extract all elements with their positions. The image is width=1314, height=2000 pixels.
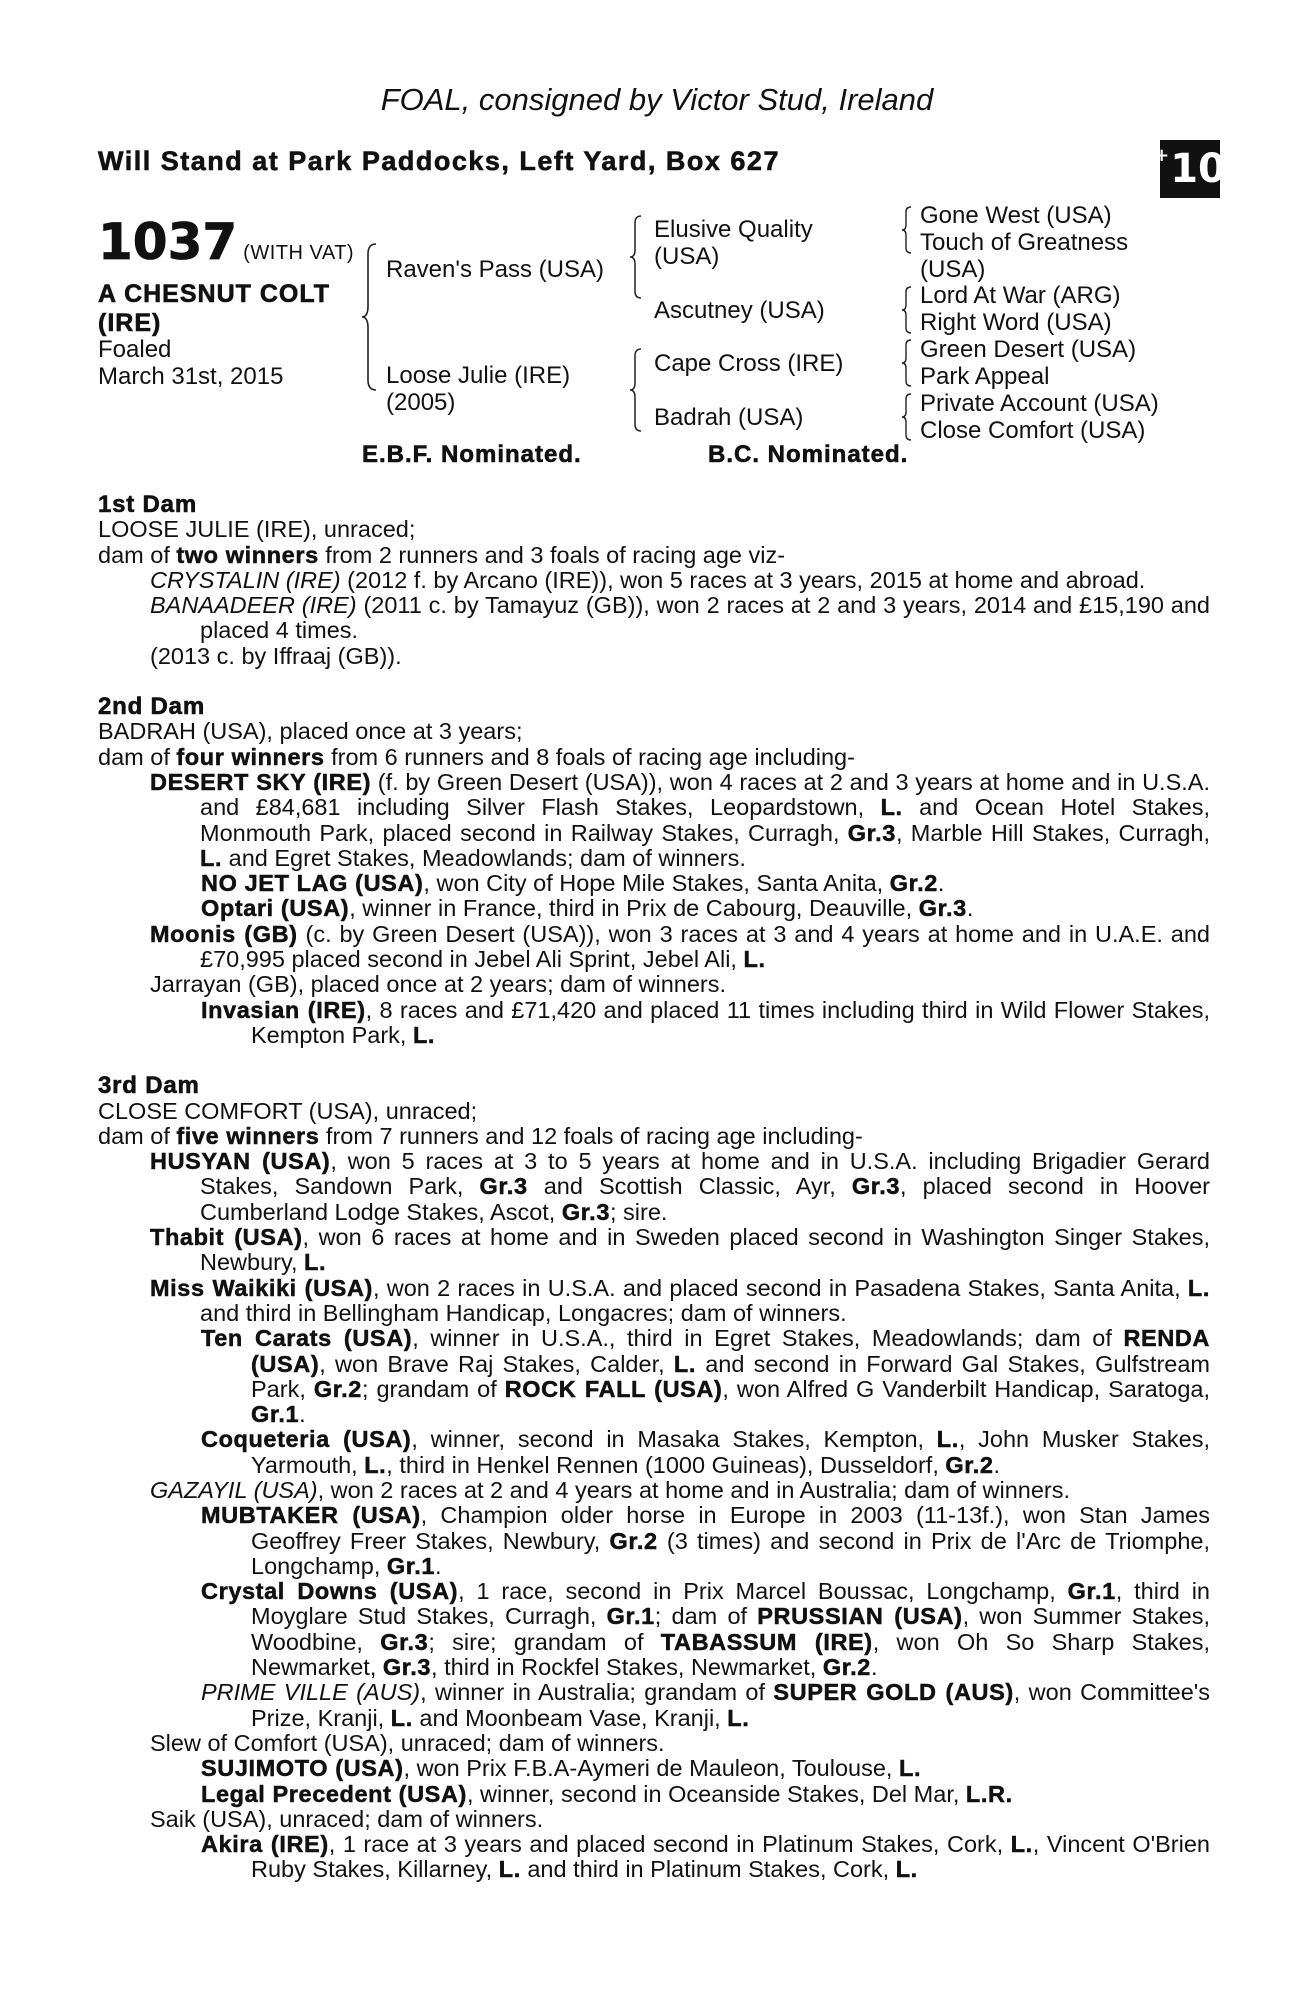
lot-desc-line1: A CHESNUT COLT	[98, 280, 331, 308]
stand-location: Will Stand at Park Paddocks, Left Yard, Box 627	[98, 146, 780, 176]
pedigree-brace-g3b	[900, 285, 914, 335]
badge-number: 10	[1170, 146, 1226, 192]
dam3-grandchild-crystal-downs: Crystal Downs (USA), 1 race, second in Prix Marcel Boussac, Longchamp, Gr.1, third in Moyglare Stud Stakes, Curragh, Gr.1; dam of PRUSSIAN (USA), won Summer Stakes, Woodbine, Gr.3; sire; grandam of TABASSUM (IRE), won Oh So Sharp Stakes, Newmarket, Gr.3, third in Rockfel Stakes, Newmarket, Gr.2.	[201, 1578, 1210, 1681]
foaled-label: Foaled	[98, 336, 172, 363]
pedigree-brace-dam	[628, 347, 644, 433]
dam3-produce-miss-waikiki: Miss Waikiki (USA), won 2 races in U.S.A. and placed second in Pasadena Stakes, Santa Anita, L. and third in Bellingham Handicap, Longacres; dam of winners.	[150, 1274, 1210, 1326]
dam1-produce-2: BANAADEER (IRE) (2011 c. by Tamayuz (GB)), won 2 races at 2 and 3 years, 2014 and £15,190 and placed 4 times.	[150, 592, 1210, 644]
dam3-record: dam of five winners from 7 runners and 12 foals of racing age including-	[98, 1122, 863, 1149]
foaled-date	[98, 336, 283, 390]
dam3-grandchild-legal-precedent: Legal Precedent (USA), winner, second in Oceanside Stakes, Del Mar, L.R.	[201, 1780, 1013, 1807]
pedigree-sire-dam: Ascutney (USA)	[654, 297, 825, 324]
consignor-line: FOAL, consigned by Victor Stud, Ireland	[380, 82, 934, 117]
dam1-produce-3: (2013 c. by Iffraaj (GB)).	[150, 642, 402, 669]
dam2-grandchild-optari: Optari (USA), winner in France, third in Prix de Cabourg, Deauville, Gr.3.	[201, 895, 974, 922]
pedigree-brace-g3c	[900, 338, 914, 388]
pedigree-ssd	[920, 229, 1128, 283]
pedigree-dss: Green Desert (USA)	[920, 336, 1137, 363]
dam1-record: dam of two winners from 2 runners and 3 foals of racing age viz-	[98, 541, 786, 568]
pedigree-dsd: Park Appeal	[920, 363, 1050, 390]
dam2-name: BADRAH (USA), placed once at 3 years;	[98, 718, 523, 745]
pedigree-dam-sire: Cape Cross (IRE)	[654, 350, 844, 377]
dam2-record: dam of four winners from 6 runners and 8 foals of racing age including-	[98, 743, 855, 770]
pedigree-sire-sire	[654, 216, 813, 270]
dam3-produce-saik: Saik (USA), unraced; dam of winners.	[150, 1805, 544, 1832]
dam1-name: LOOSE JULIE (IRE), unraced;	[98, 516, 416, 543]
pedigree-ssd-line1: Touch of Greatness	[920, 229, 1129, 256]
page-badge	[1154, 140, 1226, 198]
lot-number-value: 1037	[98, 213, 238, 271]
dam3-name: CLOSE COMFORT (USA), unraced;	[98, 1097, 478, 1124]
dam3-grandchild-coqueteria: Coqueteria (USA), winner, second in Masaka Stakes, Kempton, L., John Musker Stakes, Yarmouth, L., third in Henkel Rennen (1000 Guineas), Dusseldorf, Gr.2.	[201, 1426, 1210, 1478]
pedigree-sss: Gone West (USA)	[920, 202, 1112, 229]
dam3-grandchild-sujimoto: SUJIMOTO (USA), won Prix F.B.A-Aymeri de Mauleon, Toulouse, L.	[201, 1755, 922, 1782]
dam2-heading: 2nd Dam	[98, 693, 205, 721]
dam3-produce-gazayil: GAZAYIL (USA), won 2 races at 2 and 4 years at home and in Australia; dam of winners.	[150, 1476, 1071, 1503]
bc-nominated: B.C. Nominated.	[708, 441, 909, 468]
pedigree-dam-dam: Badrah (USA)	[654, 404, 804, 431]
pedigree-brace-sire	[628, 214, 644, 300]
pedigree-brace-g3d	[900, 392, 914, 442]
lot-desc-line2: (IRE)	[98, 309, 162, 337]
pedigree-dam-name: Loose Julie (IRE)	[386, 362, 571, 389]
dam3-heading: 3rd Dam	[98, 1072, 200, 1100]
dam3-grandchild-prime-ville: PRIME VILLE (AUS), winner in Australia; grandam of SUPER GOLD (AUS), won Committee's Prize, Kranji, L. and Moonbeam Vase, Kranji, L.	[201, 1679, 1210, 1731]
dam1-heading: 1st Dam	[98, 491, 197, 518]
foaled-value: March 31st, 2015	[98, 363, 284, 390]
pedigree-ssd-line2: (USA)	[920, 256, 986, 283]
dam2-produce-desert-sky: DESERT SKY (IRE) (f. by Green Desert (USA)), won 4 races at 2 and 3 years at home and in U.S.A. and £84,681 including Silver Flash Stakes, Leopardstown, L. and Ocean Hotel Stakes, Monmouth Park, placed second in Railway Stakes, Curragh, Gr.3, Marble Hill Stakes, Curragh, L. and Egret Stakes, Meadowlands; dam of winners.	[150, 768, 1211, 871]
dam1-produce-1: CRYSTALIN (IRE) (2012 f. by Arcano (IRE)), won 5 races at 3 years, 2015 at home and abroad.	[150, 566, 1146, 593]
pedigree-brace-gen1	[360, 242, 380, 392]
pedigree-sdd: Right Word (USA)	[920, 309, 1112, 336]
dam2-produce-jarrayan: Jarrayan (GB), placed once at 2 years; dam of winners.	[150, 971, 727, 998]
dam2-grandchild-invasian: Invasian (IRE), 8 races and £71,420 and placed 11 times including third in Wild Flower Stakes, Kempton Park, L.	[201, 996, 1210, 1048]
pedigree-ss-line2: (USA)	[654, 243, 720, 270]
dam2-produce-moonis: Moonis (GB) (c. by Green Desert (USA)), won 3 races at 3 and 4 years at home and in U.A.E. and £70,995 placed second in Jebel Ali Sprint, Jebel Ali, L.	[150, 920, 1210, 973]
pedigree-dam	[386, 362, 570, 416]
dam3-produce-slew-of-comfort: Slew of Comfort (USA), unraced; dam of winners.	[150, 1729, 665, 1756]
pedigree-dds: Private Account (USA)	[920, 390, 1159, 417]
vat-note: (WITH VAT)	[243, 242, 355, 264]
catalogue-body	[98, 492, 1210, 1883]
pedigree-dam-year: (2005)	[386, 389, 456, 416]
dam3-grandchild-akira: Akira (IRE), 1 race at 3 years and placed second in Platinum Stakes, Cork, L., Vincent O'Brien Ruby Stakes, Killarney, L. and third in Platinum Stakes, Cork, L.	[201, 1831, 1210, 1883]
pedigree-sds: Lord At War (ARG)	[920, 282, 1121, 309]
dam2-grandchild-no-jet-lag: NO JET LAG (USA), won City of Hope Mile Stakes, Santa Anita, Gr.2.	[201, 870, 945, 897]
ebf-nominated: E.B.F. Nominated.	[362, 441, 582, 468]
dam3-grandchild-ten-carats: Ten Carats (USA), winner in U.S.A., third in Egret Stakes, Meadowlands; dam of RENDA (USA), won Brave Raj Stakes, Calder, L. and second in Forward Gal Stakes, Gulfstream Park, Gr.2; grandam of ROCK FALL (USA), won Alfred G Vanderbilt Handicap, Saratoga, Gr.1.	[201, 1325, 1211, 1428]
pedigree-brace-g3a	[900, 205, 914, 255]
pedigree-ss-line1: Elusive Quality	[654, 216, 813, 243]
dam3-produce-thabit: Thabit (USA), won 6 races at home and in Sweden placed second in Washington Singer Stakes, Newbury, L.	[150, 1224, 1210, 1276]
lot-description	[98, 280, 330, 338]
lot-number	[98, 214, 354, 281]
dam3-produce-husyan: HUSYAN (USA), won 5 races at 3 to 5 years at home and in U.S.A. including Brigadier Gerard Stakes, Sandown Park, Gr.3 and Scottish Classic, Ayr, Gr.3, placed second in Hoover Cumberland Lodge Stakes, Ascot, Gr.3; sire.	[150, 1148, 1210, 1225]
dam3-grandchild-mubtaker: MUBTAKER (USA), Champion older horse in Europe in 2003 (11-13f.), won Stan James Geoffrey Freer Stakes, Newbury, Gr.2 (3 times) and second in Prix de l'Arc de Triomphe, Longchamp, Gr.1.	[201, 1502, 1210, 1579]
pedigree-sire: Raven's Pass (USA)	[386, 256, 604, 283]
badge-sup: +	[1154, 144, 1170, 166]
pedigree-ddd: Close Comfort (USA)	[920, 417, 1146, 444]
